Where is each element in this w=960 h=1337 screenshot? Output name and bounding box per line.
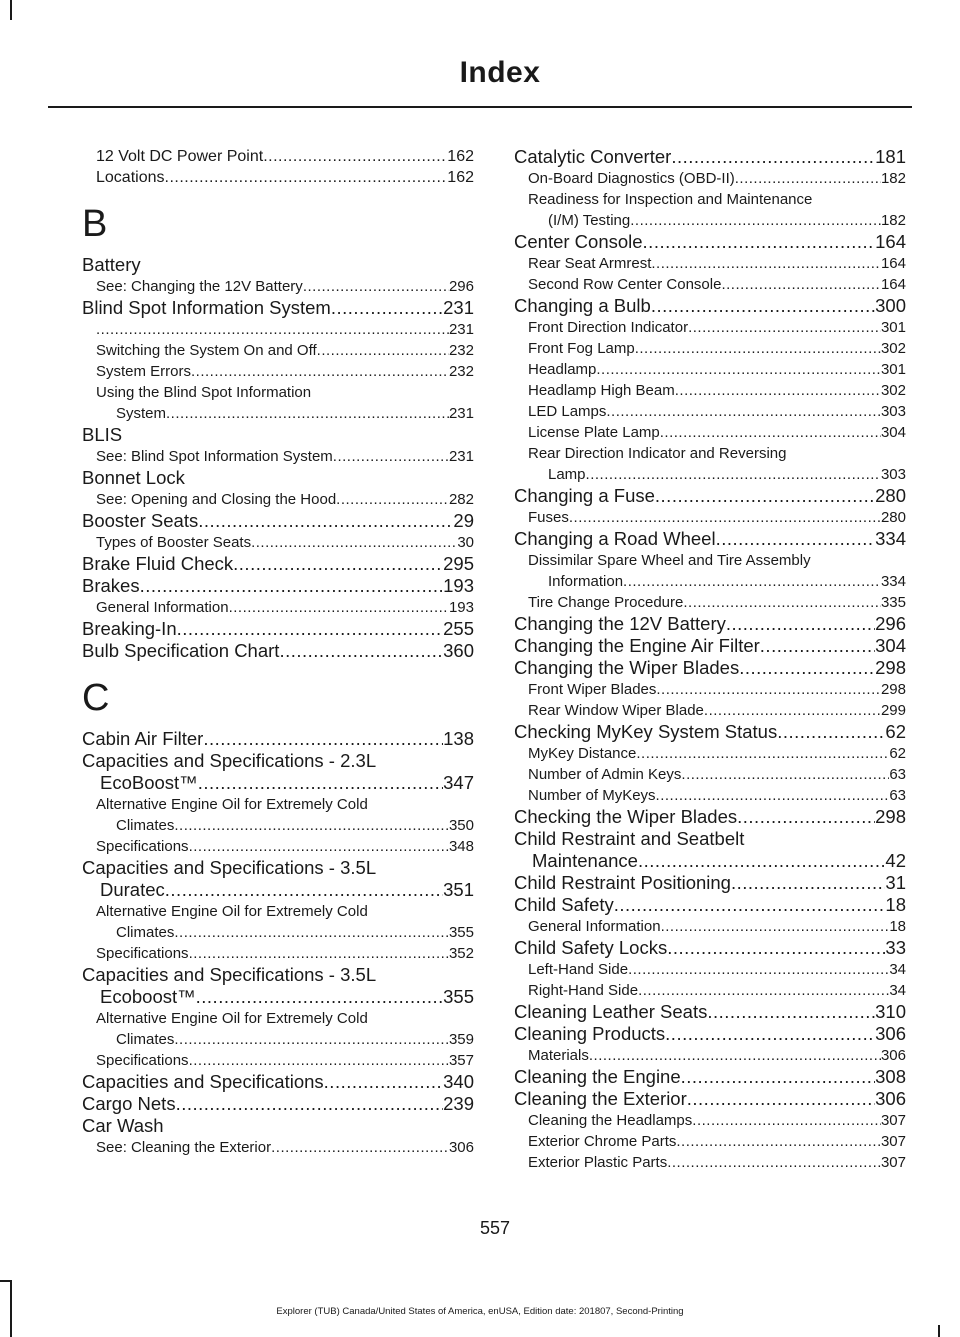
crop-mark-bottom-left-h (0, 1280, 12, 1282)
index-entry: Capacities and Specifications - 3.5L (82, 857, 377, 878)
index-entry: Changing the Wiper Blades ..... 298 (514, 657, 906, 679)
index-entry: Center Console ..... 164 (514, 231, 906, 253)
index-subentry: Rear Direction Indicator and Reversing (528, 445, 787, 462)
section-letter-b: B (82, 203, 108, 245)
index-entry: Cabin Air Filter ..... 138 (82, 728, 474, 750)
index-entry: Changing the 12V Battery ..... 296 (514, 613, 906, 635)
index-entry: Checking MyKey System Status ..... 62 (514, 721, 906, 743)
index-subentry: Rear Seat Armrest ..... 164 (514, 253, 906, 274)
index-subentry: Right-Hand Side ..... 34 (514, 980, 906, 1001)
index-entry: Blind Spot Information System ..... 231 (82, 297, 474, 319)
index-subentry-cont: System ..... 231 (82, 403, 474, 424)
index-subentry: Specifications ..... 357 (82, 1050, 474, 1071)
index-subentry: Specifications ..... 348 (82, 836, 474, 857)
index-entry: Battery (82, 254, 141, 275)
index-entry: Cleaning the Engine ..... 308 (514, 1066, 906, 1088)
footer-text: Explorer (TUB) Canada/United States of America, enUSA, Edition date: 201807, Second-Printing (276, 1306, 684, 1317)
index-entry: Capacities and Specifications - 3.5L (82, 964, 377, 985)
index-entry: Changing the Engine Air Filter ..... 304 (514, 635, 906, 657)
index-subentry: Front Wiper Blades ..... 298 (514, 679, 906, 700)
index-subentry: System Errors ..... 232 (82, 361, 474, 382)
crop-mark-top-left (10, 0, 12, 20)
index-entry: Child Safety Locks ..... 33 (514, 937, 906, 959)
index-subentry: 12 Volt DC Power Point ..... 162 (82, 146, 474, 167)
index-column-left (82, 146, 474, 1158)
page-number: 557 (479, 1218, 511, 1238)
index-subentry-cont: Climates ..... 359 (82, 1029, 474, 1050)
index-entry: Catalytic Converter ..... 181 (514, 146, 906, 168)
index-entry: Cargo Nets ..... 239 (82, 1093, 474, 1115)
index-subentry: Left-Hand Side ..... 34 (514, 959, 906, 980)
index-subentry: Front Direction Indicator ..... 301 (514, 317, 906, 338)
index-subentry: MyKey Distance ..... 62 (514, 743, 906, 764)
index-subentry-cont: Climates ..... 355 (82, 922, 474, 943)
index-subentry: See: Blind Spot Information System ..... 231 (82, 446, 474, 467)
index-entry: Child Restraint and Seatbelt (514, 828, 745, 849)
index-subentry: Locations ..... 162 (82, 167, 474, 188)
index-subentry: Alternative Engine Oil for Extremely Cold (96, 903, 368, 920)
index-subentry: Number of Admin Keys ..... 63 (514, 764, 906, 785)
index-entry-cont: Maintenance ..... 42 (514, 850, 906, 872)
index-entry: Child Safety ..... 18 (514, 894, 906, 916)
index-subentry: Fuses ..... 280 (514, 507, 906, 528)
index-entry: Cleaning Products ..... 306 (514, 1023, 906, 1045)
index-subentry: Cleaning the Headlamps ..... 307 (514, 1110, 906, 1131)
index-entry: Booster Seats ..... 29 (82, 510, 474, 532)
index-entry: Changing a Bulb ..... 300 (514, 295, 906, 317)
index-entry-cont: Ecoboost™ ..... 355 (82, 986, 474, 1008)
index-entry: BLIS (82, 424, 123, 445)
index-subentry: Switching the System On and Off ..... 232 (82, 340, 474, 361)
page-title: Index (459, 56, 541, 89)
index-entry: Car Wash (82, 1115, 164, 1136)
index-subentry: Specifications ..... 352 (82, 943, 474, 964)
index-subentry: Exterior Chrome Parts ..... 307 (514, 1131, 906, 1152)
index-entry: Bonnet Lock (82, 467, 185, 488)
index-subentry: Rear Window Wiper Blade ..... 299 (514, 700, 906, 721)
index-subentry: Types of Booster Seats ..... 30 (82, 532, 474, 553)
index-entry: Cleaning Leather Seats ..... 310 (514, 1001, 906, 1023)
index-entry: Capacities and Specifications - 2.3L (82, 750, 377, 771)
index-entry-cont: Duratec ..... 351 (82, 879, 474, 901)
index-subentry-cont: Climates ..... 350 (82, 815, 474, 836)
index-entry: Changing a Road Wheel ..... 334 (514, 528, 906, 550)
index-entry: Cleaning the Exterior ..... 306 (514, 1088, 906, 1110)
index-subentry: LED Lamps ..... 303 (514, 401, 906, 422)
index-entry: Brakes ..... 193 (82, 575, 474, 597)
index-subentry: Number of MyKeys ..... 63 (514, 785, 906, 806)
index-subentry: See: Changing the 12V Battery ..... 296 (82, 276, 474, 297)
index-subentry: Second Row Center Console ..... 164 (514, 274, 906, 295)
index-entry: Brake Fluid Check ..... 295 (82, 553, 474, 575)
section-letter-c: C (82, 677, 110, 719)
index-column-right (514, 146, 906, 1173)
index-entry: Bulb Specification Chart ..... 360 (82, 640, 474, 662)
index-subentry: See: Opening and Closing the Hood ..... 282 (82, 489, 474, 510)
index-subentry-cont: Information ..... 334 (514, 571, 906, 592)
index-subentry-cont: (I/M) Testing ..... 182 (514, 210, 906, 231)
index-subentry: Using the Blind Spot Information (96, 384, 312, 401)
index-entry-cont: EcoBoost™ ..... 347 (82, 772, 474, 794)
index-subentry: See: Cleaning the Exterior ..... 306 (82, 1137, 474, 1158)
index-subentry: Exterior Plastic Parts ..... 307 (514, 1152, 906, 1173)
index-subentry: General Information ..... 18 (514, 916, 906, 937)
index-subentry: Headlamp High Beam ..... 302 (514, 380, 906, 401)
index-subentry: Dissimilar Spare Wheel and Tire Assembly (528, 552, 811, 569)
index-subentry: General Information ..... 193 (82, 597, 474, 618)
index-entry: Changing a Fuse ..... 280 (514, 485, 906, 507)
index-subentry-cont: Lamp ..... 303 (514, 464, 906, 485)
index-subentry: Readiness for Inspection and Maintenance (528, 191, 813, 208)
header-rule (48, 106, 912, 108)
index-subentry: Headlamp ..... 301 (514, 359, 906, 380)
index-subentry: On-Board Diagnostics (OBD-II) ..... 182 (514, 168, 906, 189)
index-entry: Child Restraint Positioning ..... 31 (514, 872, 906, 894)
index-entry: Breaking-In ..... 255 (82, 618, 474, 640)
index-subentry: ..... 231 (82, 319, 474, 340)
index-subentry: Tire Change Procedure ..... 335 (514, 592, 906, 613)
crop-mark-bottom-right (938, 1325, 940, 1337)
index-subentry: Alternative Engine Oil for Extremely Cold (96, 1010, 368, 1027)
index-subentry: Alternative Engine Oil for Extremely Cold (96, 796, 368, 813)
index-subentry: License Plate Lamp ..... 304 (514, 422, 906, 443)
index-entry: Capacities and Specifications ..... 340 (82, 1071, 474, 1093)
index-subentry: Front Fog Lamp ..... 302 (514, 338, 906, 359)
index-entry: Checking the Wiper Blades ..... 298 (514, 806, 906, 828)
index-subentry: Materials ..... 306 (514, 1045, 906, 1066)
